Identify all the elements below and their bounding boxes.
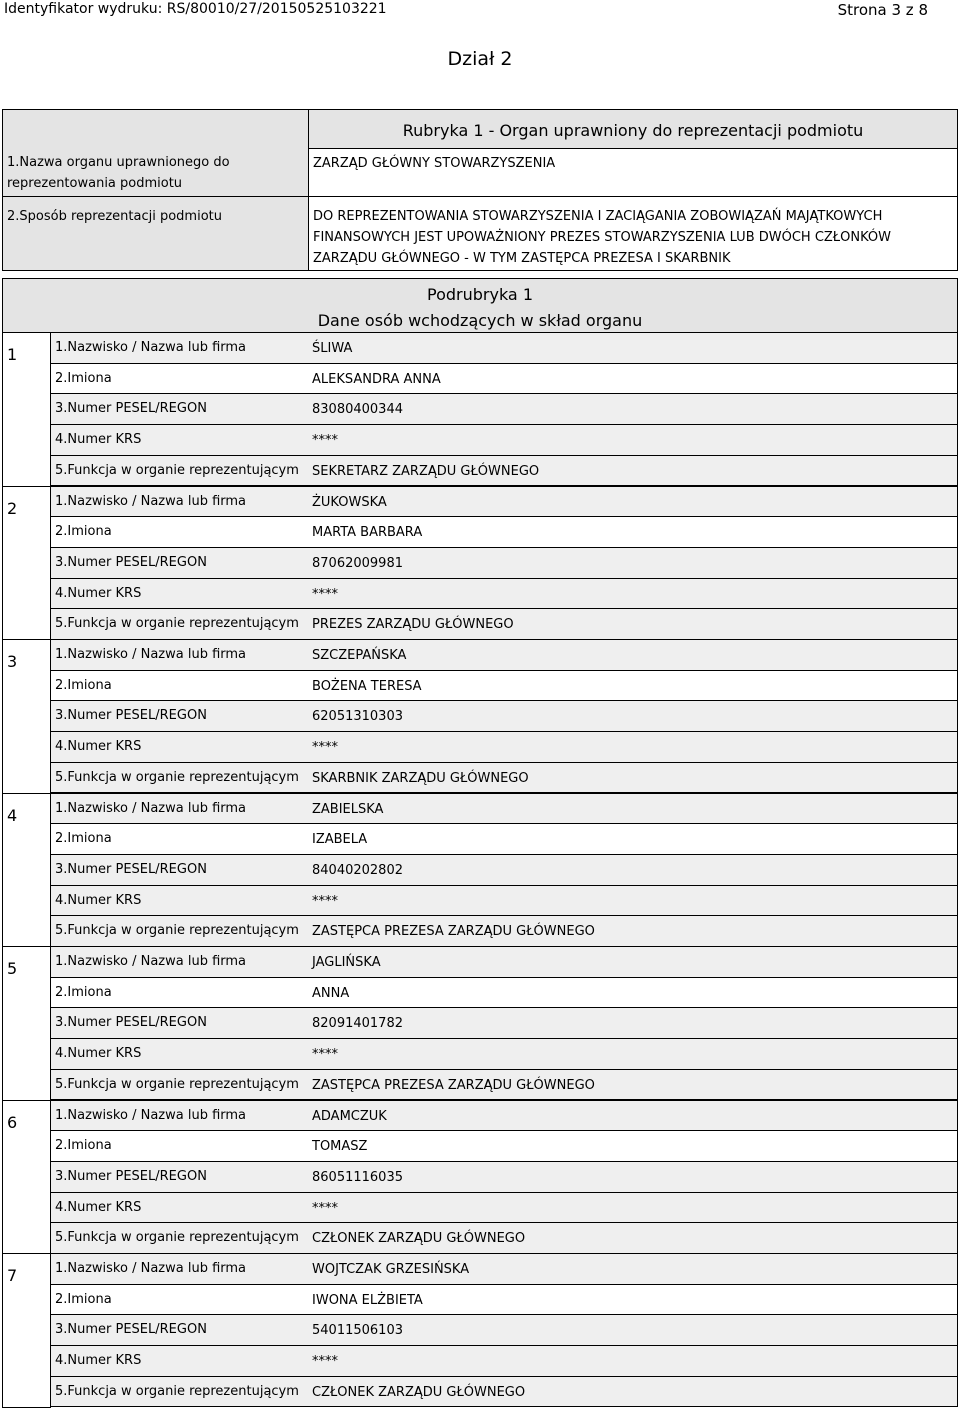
label-funkcja: 5.Funkcja w organie reprezentującym [55, 1230, 299, 1246]
label-funkcja: 5.Funkcja w organie reprezentującym [55, 1076, 299, 1092]
person-number: 7 [7, 1266, 18, 1285]
page-number: Strona 3 z 8 [837, 1, 928, 19]
sposob-value-cell [308, 196, 958, 271]
person-number-cell [2, 1253, 51, 1408]
label-krs: 4.Numer KRS [55, 432, 142, 448]
label-funkcja: 5.Funkcja w organie reprezentującym [55, 923, 299, 939]
value-funkcja: CZŁONEK ZARZĄDU GŁÓWNEGO [312, 1384, 526, 1400]
person-number-cell [2, 793, 51, 948]
person-row-pesel [50, 1314, 958, 1346]
label-funkcja: 5.Funkcja w organie reprezentującym [55, 462, 299, 478]
value-nazwisko: SZCZEPAŃSKA [312, 648, 407, 663]
label-imiona: 2.Imiona [55, 1138, 112, 1154]
person-number: 6 [7, 1112, 18, 1132]
rubryka-title-cell [308, 109, 958, 149]
value-krs: **** [312, 740, 338, 756]
rubryka-title: Rubryka 1 - Organ uprawniony do reprezentacji podmiotu [402, 121, 864, 140]
print-header [0, 0, 960, 20]
label-krs: 4.Numer KRS [55, 1199, 142, 1215]
person-row-nazwisko [50, 639, 958, 671]
label-nazwisko: 1.Nazwisko / Nazwa lub firma [55, 800, 247, 816]
podrubryka-subtitle: Dane osób wchodzących w skład organu [317, 311, 643, 330]
label-krs: 4.Numer KRS [55, 739, 142, 755]
person-number-cell [2, 1100, 51, 1255]
value-krs: **** [312, 1047, 338, 1063]
label-nazwisko: 1.Nazwisko / Nazwa lub firma [55, 340, 247, 355]
label-krs: 4.Numer KRS [55, 892, 142, 908]
person-number: 3 [7, 652, 18, 671]
value-krs: **** [312, 1200, 338, 1216]
person-row-imiona [50, 670, 958, 702]
label-pesel: 3.Numer PESEL/REGON [55, 708, 207, 724]
label-funkcja: 5.Funkcja w organie reprezentującym [55, 769, 299, 785]
value-krs: **** [312, 1354, 338, 1370]
value-nazwisko: ADAMCZUK [312, 1108, 387, 1124]
value-funkcja: ZASTĘPCA PREZESA ZARZĄDU GŁÓWNEGO [312, 1077, 595, 1093]
value-imiona: IZABELA [312, 832, 368, 848]
label-imiona: 2.Imiona [55, 1291, 112, 1307]
value-imiona: TOMASZ [312, 1139, 368, 1155]
organ-value-cell [308, 148, 958, 197]
value-pesel: 54011506103 [312, 1323, 403, 1339]
value-krs: **** [312, 433, 338, 449]
person-row-imiona [50, 1130, 958, 1162]
label-nazwisko: 1.Nazwisko / Nazwa lub firma [55, 493, 247, 509]
person-number-cell [2, 639, 51, 794]
organ-value: ZARZĄD GŁÓWNY STOWARZYSZENIA [313, 156, 556, 171]
person-row-imiona [50, 823, 958, 855]
value-pesel: 82091401782 [312, 1016, 403, 1032]
label-imiona: 2.Imiona [55, 524, 112, 540]
value-pesel: 62051310303 [312, 709, 403, 725]
person-row-funkcja [50, 762, 958, 794]
person-number-cell [2, 486, 51, 641]
person-row-pesel [50, 1161, 958, 1193]
value-imiona: ANNA [312, 985, 350, 1001]
label-pesel: 3.Numer PESEL/REGON [55, 401, 207, 417]
value-funkcja: ZASTĘPCA PREZESA ZARZĄDU GŁÓWNEGO [312, 924, 595, 940]
label-imiona: 2.Imiona [55, 984, 112, 1000]
person-row-funkcja [50, 1222, 958, 1254]
label-funkcja: 5.Funkcja w organie reprezentującym [55, 1383, 299, 1399]
value-funkcja: CZŁONEK ZARZĄDU GŁÓWNEGO [312, 1231, 526, 1247]
person-row-krs [50, 424, 958, 456]
person-number-cell [2, 332, 51, 487]
person-row-krs [50, 885, 958, 917]
label-nazwisko: 1.Nazwisko / Nazwa lub firma [55, 1107, 247, 1123]
person-number-cell [2, 946, 51, 1101]
sposob-label: 2.Sposób reprezentacji podmiotu [7, 209, 222, 224]
value-pesel: 83080400344 [312, 402, 403, 418]
person-number: 1 [7, 345, 18, 364]
person-row-imiona [50, 363, 958, 395]
podrubryka-title: Podrubryka 1 [427, 285, 533, 304]
label-nazwisko: 1.Nazwisko / Nazwa lub firma [55, 1261, 247, 1276]
person-row-funkcja [50, 1376, 958, 1408]
person-row-pesel [50, 700, 958, 732]
person-row-nazwisko [50, 332, 958, 364]
label-imiona: 2.Imiona [55, 831, 112, 847]
person-row-nazwisko [50, 1100, 958, 1132]
person-row-nazwisko [50, 793, 958, 825]
label-krs: 4.Numer KRS [55, 1046, 142, 1062]
organ-label-cell [2, 109, 309, 197]
person-row-funkcja [50, 1069, 958, 1101]
person-row-funkcja [50, 915, 958, 947]
person-row-funkcja [50, 608, 958, 640]
person-row-pesel [50, 393, 958, 425]
person-row-nazwisko [50, 946, 958, 978]
person-row-funkcja [50, 455, 958, 487]
value-pesel: 87062009981 [312, 555, 403, 571]
person-row-pesel [50, 1007, 958, 1039]
sposob-label-cell [2, 196, 309, 271]
person-number: 4 [7, 805, 18, 825]
label-krs: 4.Numer KRS [55, 585, 142, 601]
label-pesel: 3.Numer PESEL/REGON [55, 554, 207, 570]
person-row-pesel [50, 854, 958, 886]
value-imiona: BOŻENA TERESA [312, 678, 422, 694]
organ-label: 1.Nazwa organu uprawnionego do reprezentowania podmiotu [7, 155, 230, 191]
label-pesel: 3.Numer PESEL/REGON [55, 1015, 207, 1031]
print-identifier: Identyfikator wydruku: RS/80010/27/20150525103221 [4, 1, 387, 17]
value-funkcja: PREZES ZARZĄDU GŁÓWNEGO [312, 617, 514, 633]
person-row-pesel [50, 547, 958, 579]
label-pesel: 3.Numer PESEL/REGON [55, 1322, 207, 1338]
label-imiona: 2.Imiona [55, 370, 112, 386]
person-row-nazwisko [50, 1253, 958, 1285]
value-nazwisko: JAGLIŃSKA [312, 955, 381, 970]
value-nazwisko: ŚLIWA [312, 341, 353, 356]
value-imiona: IWONA ELŻBIETA [312, 1292, 423, 1308]
value-pesel: 86051116035 [312, 1169, 403, 1185]
value-nazwisko: WOJTCZAK GRZESIŃSKA [312, 1262, 470, 1277]
section-title: Dział 2 [447, 48, 513, 70]
person-row-krs [50, 1192, 958, 1224]
person-number: 2 [7, 498, 18, 518]
label-nazwisko: 1.Nazwisko / Nazwa lub firma [55, 954, 247, 969]
value-imiona: MARTA BARBARA [312, 525, 423, 541]
person-row-imiona [50, 516, 958, 548]
person-row-krs [50, 1345, 958, 1377]
label-funkcja: 5.Funkcja w organie reprezentującym [55, 616, 299, 632]
value-krs: **** [312, 586, 338, 602]
value-nazwisko: ZABIELSKA [312, 801, 384, 817]
sposob-value: DO REPREZENTOWANIA STOWARZYSZENIA I ZACIĄGANIA ZOBOWIĄZAŃ MAJĄTKOWYCH FINANSOWYCH JEST UPOWAŻNIONY PREZES STOWARZYSZENIA LUB DWÓCH CZŁONKÓW ZARZĄDU GŁÓWNEGO - W TYM ZASTĘPCA PREZESA I SKARBNIK [313, 209, 891, 266]
podrubryka-header [2, 278, 958, 333]
value-krs: **** [312, 893, 338, 909]
label-imiona: 2.Imiona [55, 677, 112, 693]
person-row-imiona [50, 1284, 958, 1316]
person-row-krs [50, 578, 958, 610]
value-pesel: 84040202802 [312, 862, 403, 878]
label-nazwisko: 1.Nazwisko / Nazwa lub firma [55, 647, 247, 662]
person-row-imiona [50, 977, 958, 1009]
value-funkcja: SKARBNIK ZARZĄDU GŁÓWNEGO [312, 770, 529, 786]
label-krs: 4.Numer KRS [55, 1353, 142, 1369]
label-pesel: 3.Numer PESEL/REGON [55, 861, 207, 877]
person-number: 5 [7, 959, 18, 978]
value-imiona: ALEKSANDRA ANNA [312, 371, 441, 387]
value-funkcja: SEKRETARZ ZARZĄDU GŁÓWNEGO [312, 463, 540, 479]
value-nazwisko: ŻUKOWSKA [312, 494, 387, 510]
label-pesel: 3.Numer PESEL/REGON [55, 1168, 207, 1184]
person-row-krs [50, 1038, 958, 1070]
person-row-nazwisko [50, 486, 958, 518]
person-row-krs [50, 731, 958, 763]
